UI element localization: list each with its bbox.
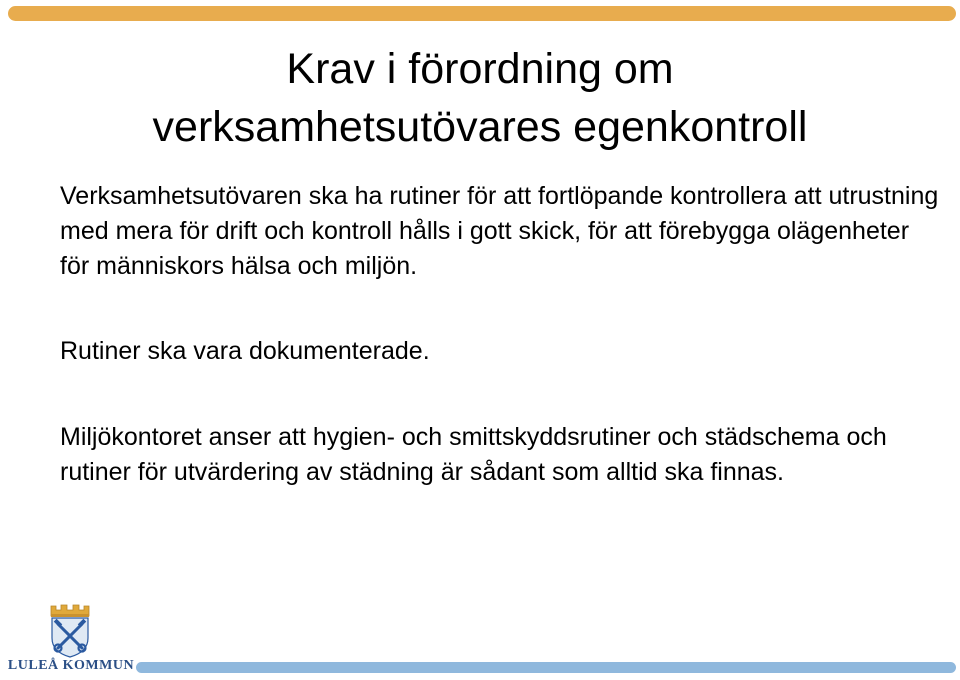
logo-wordmark: LULEÅ KOMMUN <box>7 658 135 673</box>
slide-title-line-1: Krav i förordning om <box>286 45 674 93</box>
body-paragraph-routines: Verksamhetsutövaren ska ha rutiner för att fortlöpande kontrollera att utrustning med mera för drift och kontroll hålls i gott skick, för att förebygga olägenheter för människors hälsa och miljön. <box>60 182 939 280</box>
top-accent-bar <box>8 6 956 21</box>
body-paragraph-office-opinion: Miljökontoret anser att hygien- och smittskyddsrutiner och städschema och rutiner för utvärdering av städning är sådant som alltid ska finnas. <box>60 423 887 486</box>
crossed-keys-crest-icon <box>46 602 94 658</box>
slide-title-line-2: verksamhetsutövares egenkontroll <box>152 103 808 151</box>
body-paragraph-documented: Rutiner ska vara dokumenterade. <box>60 337 430 365</box>
slide-title <box>0 40 960 156</box>
bottom-accent-bar <box>136 662 956 673</box>
lulea-kommun-logo <box>6 600 136 676</box>
